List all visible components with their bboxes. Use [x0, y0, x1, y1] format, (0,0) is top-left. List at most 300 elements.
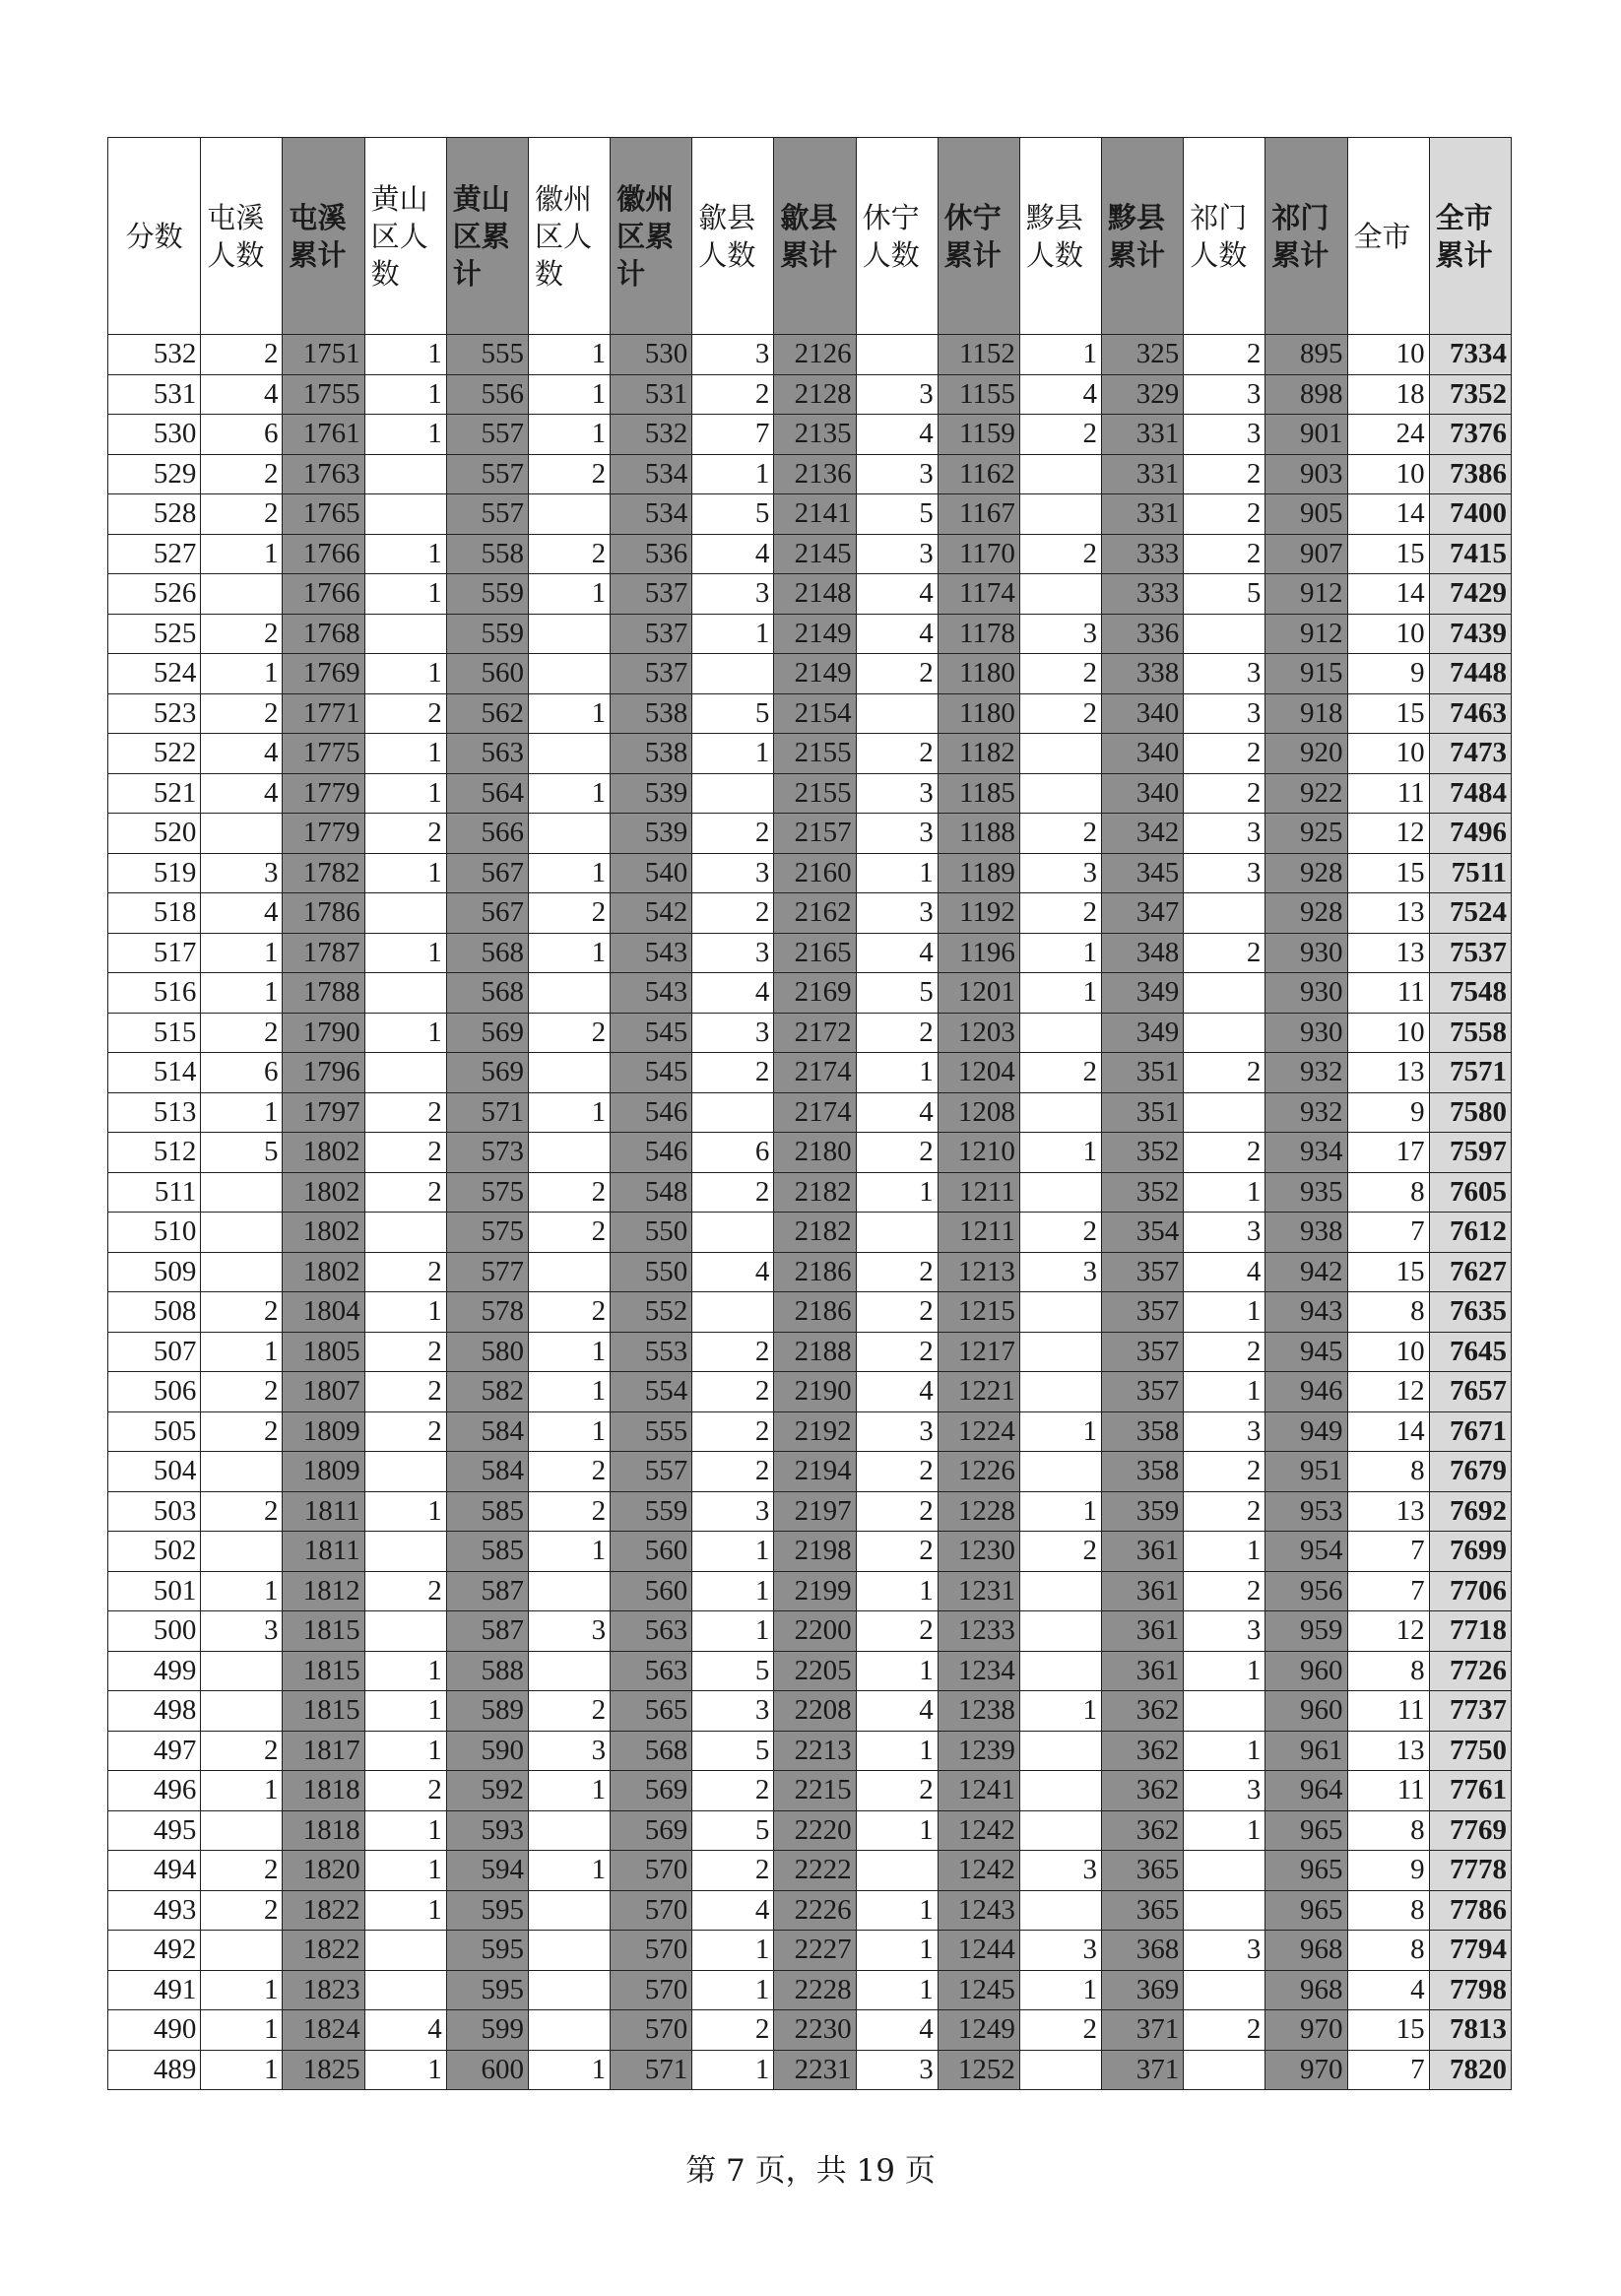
table-cell: 7571: [1429, 1053, 1511, 1093]
table-cell: 1: [856, 853, 938, 893]
table-cell: 907: [1265, 534, 1347, 574]
table-cell: 12: [1347, 814, 1429, 854]
table-cell: 537: [611, 614, 692, 654]
table-cell: 7448: [1429, 654, 1511, 694]
table-cell: 1: [201, 933, 283, 973]
table-cell: [528, 494, 610, 535]
table-cell: 1211: [938, 1213, 1019, 1253]
table-cell: [528, 1252, 610, 1292]
table-cell: 1: [1184, 1651, 1265, 1691]
table-cell: 7: [1347, 1532, 1429, 1572]
table-cell: 943: [1265, 1292, 1347, 1333]
table-row: [108, 1252, 1512, 1292]
table-cell: 546: [611, 1133, 692, 1173]
table-cell: 2: [692, 374, 774, 415]
table-cell: 10: [1347, 734, 1429, 774]
table-cell: [1184, 893, 1265, 934]
table-cell: 7706: [1429, 1571, 1511, 1611]
table-cell: 1: [1019, 1691, 1101, 1732]
table-cell: 1: [364, 1651, 446, 1691]
table-cell: 506: [108, 1372, 201, 1412]
table-cell: 4: [692, 534, 774, 574]
table-cell: 557: [446, 415, 528, 455]
table-cell: 7597: [1429, 1133, 1511, 1173]
table-cell: 501: [108, 1571, 201, 1611]
table-cell: 960: [1265, 1651, 1347, 1691]
table-cell: 1: [528, 1411, 610, 1452]
table-cell: 2231: [774, 2050, 856, 2090]
table-cell: 959: [1265, 1611, 1347, 1652]
table-cell: 1825: [283, 2050, 364, 2090]
table-cell: 496: [108, 1771, 201, 1811]
table-cell: 1818: [283, 1771, 364, 1811]
table-cell: 7484: [1429, 773, 1511, 814]
table-cell: 564: [446, 773, 528, 814]
table-cell: 489: [108, 2050, 201, 2090]
table-cell: 2198: [774, 1532, 856, 1572]
table-cell: [1019, 1332, 1101, 1372]
table-cell: 1221: [938, 1372, 1019, 1412]
table-cell: 1: [528, 1771, 610, 1811]
table-cell: 351: [1102, 1053, 1184, 1093]
table-cell: 7761: [1429, 1771, 1511, 1811]
table-cell: 570: [611, 1851, 692, 1891]
table-cell: [364, 1532, 446, 1572]
table-cell: 918: [1265, 693, 1347, 734]
table-cell: 2: [201, 1411, 283, 1452]
table-cell: 7: [1347, 1213, 1429, 1253]
table-cell: 1: [856, 1731, 938, 1771]
column-header: 屯溪人数: [201, 138, 283, 335]
table-cell: 354: [1102, 1213, 1184, 1253]
table-cell: 2215: [774, 1771, 856, 1811]
table-cell: 2: [692, 814, 774, 854]
table-cell: 942: [1265, 1252, 1347, 1292]
table-cell: 905: [1265, 494, 1347, 535]
table-cell: 2: [1019, 415, 1101, 455]
table-cell: 362: [1102, 1691, 1184, 1732]
table-cell: 3: [1184, 1213, 1265, 1253]
table-cell: 7699: [1429, 1532, 1511, 1572]
table-cell: [528, 973, 610, 1014]
table-cell: 2160: [774, 853, 856, 893]
table-row: [108, 1292, 1512, 1333]
table-cell: 349: [1102, 1013, 1184, 1053]
table-cell: [364, 614, 446, 654]
table-cell: 2: [201, 1292, 283, 1333]
table-cell: 2: [528, 1292, 610, 1333]
table-cell: 13: [1347, 1731, 1429, 1771]
table-cell: 930: [1265, 1013, 1347, 1053]
table-cell: 9: [1347, 654, 1429, 694]
table-cell: [364, 893, 446, 934]
table-cell: 2228: [774, 1970, 856, 2010]
table-row: [108, 1213, 1512, 1253]
table-cell: 15: [1347, 1252, 1429, 1292]
table-row: [108, 2010, 1512, 2051]
table-cell: 1: [856, 1970, 938, 2010]
table-cell: 1802: [283, 1252, 364, 1292]
table-cell: 1: [364, 2050, 446, 2090]
table-cell: [528, 1053, 610, 1093]
table-cell: 567: [446, 893, 528, 934]
table-cell: 7794: [1429, 1931, 1511, 1971]
table-cell: 912: [1265, 574, 1347, 615]
table-cell: 8: [1347, 1172, 1429, 1213]
table-cell: 7548: [1429, 973, 1511, 1014]
table-cell: [364, 1053, 446, 1093]
table-cell: [692, 1292, 774, 1333]
table-cell: 1238: [938, 1691, 1019, 1732]
table-row: [108, 1411, 1512, 1452]
table-cell: 1: [528, 335, 610, 375]
table-cell: 2: [692, 1452, 774, 1492]
table-cell: 524: [108, 654, 201, 694]
table-cell: 1: [692, 734, 774, 774]
table-cell: 2: [201, 494, 283, 535]
table-cell: 935: [1265, 1172, 1347, 1213]
table-cell: 1: [364, 1691, 446, 1732]
table-cell: 5: [201, 1133, 283, 1173]
table-cell: 7524: [1429, 893, 1511, 934]
table-cell: 1: [364, 1851, 446, 1891]
table-cell: 538: [611, 693, 692, 734]
table-cell: 3: [1019, 614, 1101, 654]
table-cell: 2220: [774, 1810, 856, 1851]
table-cell: 357: [1102, 1292, 1184, 1333]
table-row: [108, 415, 1512, 455]
table-cell: 7718: [1429, 1611, 1511, 1652]
table-cell: 1817: [283, 1731, 364, 1771]
table-cell: 570: [611, 2010, 692, 2051]
table-cell: 2: [856, 1611, 938, 1652]
table-cell: [364, 1931, 446, 1971]
table-cell: 1815: [283, 1611, 364, 1652]
table-cell: 8: [1347, 1651, 1429, 1691]
table-cell: 1180: [938, 693, 1019, 734]
table-cell: 1210: [938, 1133, 1019, 1173]
table-cell: 560: [446, 654, 528, 694]
table-cell: 1: [528, 1332, 610, 1372]
table-cell: 1755: [283, 374, 364, 415]
table-cell: 1824: [283, 2010, 364, 2051]
table-cell: 2: [1184, 734, 1265, 774]
table-cell: 3: [856, 893, 938, 934]
table-cell: 522: [108, 734, 201, 774]
table-cell: 1: [528, 1372, 610, 1412]
table-cell: 505: [108, 1411, 201, 1452]
table-cell: 2: [364, 1411, 446, 1452]
table-cell: 1811: [283, 1491, 364, 1532]
table-row: [108, 1372, 1512, 1412]
table-cell: 956: [1265, 1571, 1347, 1611]
table-cell: 1802: [283, 1172, 364, 1213]
table-cell: 7463: [1429, 693, 1511, 734]
table-cell: 930: [1265, 933, 1347, 973]
table-cell: 1: [1019, 1970, 1101, 2010]
table-cell: 1162: [938, 454, 1019, 494]
table-cell: 17: [1347, 1133, 1429, 1173]
table-cell: 1751: [283, 335, 364, 375]
table-cell: 2: [1184, 1491, 1265, 1532]
table-cell: 340: [1102, 734, 1184, 774]
table-cell: [364, 1611, 446, 1652]
table-cell: 2149: [774, 614, 856, 654]
table-cell: 4: [856, 1691, 938, 1732]
table-cell: 11: [1347, 973, 1429, 1014]
table-cell: 546: [611, 1092, 692, 1133]
table-cell: 2: [1184, 2010, 1265, 2051]
table-cell: 1242: [938, 1810, 1019, 1851]
table-cell: 2136: [774, 454, 856, 494]
table-cell: 2: [528, 1691, 610, 1732]
table-cell: 2: [364, 1332, 446, 1372]
table-cell: 599: [446, 2010, 528, 2051]
table-cell: 949: [1265, 1411, 1347, 1452]
table-cell: 568: [446, 933, 528, 973]
table-cell: 3: [1184, 374, 1265, 415]
table-cell: 3: [201, 1611, 283, 1652]
table-cell: [1019, 574, 1101, 615]
table-cell: 1: [364, 1491, 446, 1532]
table-cell: 1811: [283, 1532, 364, 1572]
table-cell: 2154: [774, 693, 856, 734]
table-cell: 2: [528, 1013, 610, 1053]
table-cell: 18: [1347, 374, 1429, 415]
table-cell: 2: [1184, 454, 1265, 494]
table-cell: 13: [1347, 1491, 1429, 1532]
table-cell: 1: [201, 1970, 283, 2010]
table-cell: [1019, 1651, 1101, 1691]
table-cell: 357: [1102, 1252, 1184, 1292]
table-cell: [1019, 1890, 1101, 1931]
table-cell: 4: [856, 415, 938, 455]
table-cell: 1: [1019, 335, 1101, 375]
table-cell: 559: [446, 574, 528, 615]
table-cell: 1807: [283, 1372, 364, 1412]
table-cell: 2188: [774, 1332, 856, 1372]
table-cell: 338: [1102, 654, 1184, 694]
table-cell: 932: [1265, 1092, 1347, 1133]
table-cell: [201, 1691, 283, 1732]
table-cell: 7386: [1429, 454, 1511, 494]
table-cell: [1184, 1970, 1265, 2010]
table-cell: 589: [446, 1691, 528, 1732]
table-cell: 1244: [938, 1931, 1019, 1971]
table-cell: 1192: [938, 893, 1019, 934]
table-cell: 2186: [774, 1252, 856, 1292]
table-cell: 558: [446, 534, 528, 574]
table-cell: 1: [201, 1332, 283, 1372]
table-cell: 4: [1347, 1970, 1429, 2010]
table-cell: [1184, 1691, 1265, 1732]
table-cell: 2208: [774, 1691, 856, 1732]
table-cell: 2: [1184, 1053, 1265, 1093]
table-cell: [528, 734, 610, 774]
table-cell: 1242: [938, 1851, 1019, 1891]
table-cell: 507: [108, 1332, 201, 1372]
table-cell: 499: [108, 1651, 201, 1691]
table-cell: 582: [446, 1372, 528, 1412]
table-cell: 2: [1019, 654, 1101, 694]
table-cell: 3: [856, 773, 938, 814]
table-cell: 7605: [1429, 1172, 1511, 1213]
table-cell: [201, 574, 283, 615]
table-cell: 502: [108, 1532, 201, 1572]
table-cell: 1233: [938, 1611, 1019, 1652]
table-cell: 7635: [1429, 1292, 1511, 1333]
table-cell: 1: [364, 1890, 446, 1931]
table-cell: 3: [856, 1411, 938, 1452]
table-cell: 523: [108, 693, 201, 734]
table-cell: 2182: [774, 1213, 856, 1253]
column-header: 歙县累计: [774, 138, 856, 335]
table-cell: [1019, 1172, 1101, 1213]
table-cell: 2141: [774, 494, 856, 535]
table-cell: 2155: [774, 734, 856, 774]
table-cell: 1812: [283, 1571, 364, 1611]
table-cell: [1019, 1771, 1101, 1811]
table-cell: 365: [1102, 1851, 1184, 1891]
table-cell: 1: [201, 534, 283, 574]
table-cell: 1805: [283, 1332, 364, 1372]
table-cell: 2: [364, 693, 446, 734]
table-cell: 358: [1102, 1452, 1184, 1492]
table-cell: 554: [611, 1372, 692, 1412]
table-cell: 2157: [774, 814, 856, 854]
table-cell: [528, 2010, 610, 2051]
table-row: [108, 1651, 1512, 1691]
table-cell: 519: [108, 853, 201, 893]
table-cell: [856, 693, 938, 734]
table-cell: 2: [364, 1571, 446, 1611]
table-cell: 1189: [938, 853, 1019, 893]
table-cell: 508: [108, 1292, 201, 1333]
table-cell: 7627: [1429, 1252, 1511, 1292]
table-cell: 1: [1184, 1532, 1265, 1572]
table-cell: 559: [611, 1491, 692, 1532]
score-distribution-table: [107, 137, 1512, 2090]
table-cell: 559: [446, 614, 528, 654]
table-cell: 7537: [1429, 933, 1511, 973]
table-cell: 7511: [1429, 853, 1511, 893]
table-cell: 7558: [1429, 1013, 1511, 1053]
table-cell: 340: [1102, 773, 1184, 814]
table-cell: 571: [446, 1092, 528, 1133]
table-cell: 4: [201, 374, 283, 415]
table-cell: 1: [692, 1571, 774, 1611]
table-cell: 1: [1019, 933, 1101, 973]
table-cell: [856, 335, 938, 375]
table-cell: [201, 1810, 283, 1851]
table-cell: 4: [201, 734, 283, 774]
table-row: [108, 1013, 1512, 1053]
table-cell: [364, 973, 446, 1014]
table-cell: 2: [528, 454, 610, 494]
table-cell: 2: [1184, 335, 1265, 375]
table-cell: 542: [611, 893, 692, 934]
table-cell: 1: [364, 335, 446, 375]
table-cell: 1: [364, 1731, 446, 1771]
table-cell: [1019, 1571, 1101, 1611]
table-cell: 2174: [774, 1092, 856, 1133]
table-cell: 497: [108, 1731, 201, 1771]
table-cell: 7786: [1429, 1890, 1511, 1931]
table-cell: 1: [856, 1890, 938, 1931]
table-cell: 1228: [938, 1491, 1019, 1532]
table-cell: 1: [692, 454, 774, 494]
table-cell: 521: [108, 773, 201, 814]
table-cell: 2227: [774, 1931, 856, 1971]
table-cell: 563: [611, 1651, 692, 1691]
table-cell: 537: [611, 574, 692, 615]
table-cell: 4: [692, 973, 774, 1014]
table-cell: 2169: [774, 973, 856, 1014]
table-cell: 567: [446, 853, 528, 893]
table-cell: 362: [1102, 1810, 1184, 1851]
table-cell: 518: [108, 893, 201, 934]
table-cell: 7726: [1429, 1651, 1511, 1691]
table-cell: 2: [1019, 893, 1101, 934]
table-cell: 2: [364, 1133, 446, 1173]
table-cell: 352: [1102, 1133, 1184, 1173]
table-cell: 1: [528, 853, 610, 893]
table-cell: 1: [528, 1532, 610, 1572]
table-row: [108, 973, 1512, 1014]
column-header: 黟县人数: [1019, 138, 1101, 335]
table-cell: 1809: [283, 1452, 364, 1492]
table-cell: 333: [1102, 574, 1184, 615]
table-cell: 2145: [774, 534, 856, 574]
table-cell: 1: [856, 1172, 938, 1213]
table-cell: 1: [1019, 1491, 1101, 1532]
table-cell: 1180: [938, 654, 1019, 694]
table-cell: 903: [1265, 454, 1347, 494]
table-cell: 571: [611, 2050, 692, 2090]
table-cell: 359: [1102, 1491, 1184, 1532]
table-cell: 1: [1184, 1731, 1265, 1771]
table-cell: 568: [446, 973, 528, 1014]
table-cell: 1: [201, 2050, 283, 2090]
table-cell: 585: [446, 1532, 528, 1572]
table-cell: 2: [692, 1411, 774, 1452]
table-cell: 2: [1019, 1053, 1101, 1093]
table-cell: 595: [446, 1931, 528, 1971]
table-cell: 7334: [1429, 335, 1511, 375]
table-row: [108, 614, 1512, 654]
table-cell: [364, 1452, 446, 1492]
table-cell: 10: [1347, 454, 1429, 494]
table-cell: 1779: [283, 773, 364, 814]
table-cell: 953: [1265, 1491, 1347, 1532]
table-row: [108, 654, 1512, 694]
table-cell: 912: [1265, 614, 1347, 654]
table-cell: 500: [108, 1611, 201, 1652]
table-cell: 534: [611, 494, 692, 535]
table-cell: 7671: [1429, 1411, 1511, 1452]
table-cell: 7612: [1429, 1213, 1511, 1253]
table-cell: [1019, 1092, 1101, 1133]
table-cell: 357: [1102, 1332, 1184, 1372]
table-cell: [528, 1970, 610, 2010]
table-row: [108, 1532, 1512, 1572]
table-cell: 1234: [938, 1651, 1019, 1691]
table-row: [108, 1452, 1512, 1492]
table-cell: 2: [1019, 814, 1101, 854]
table-cell: 340: [1102, 693, 1184, 734]
table-cell: 538: [611, 734, 692, 774]
table-cell: 2: [1019, 1532, 1101, 1572]
